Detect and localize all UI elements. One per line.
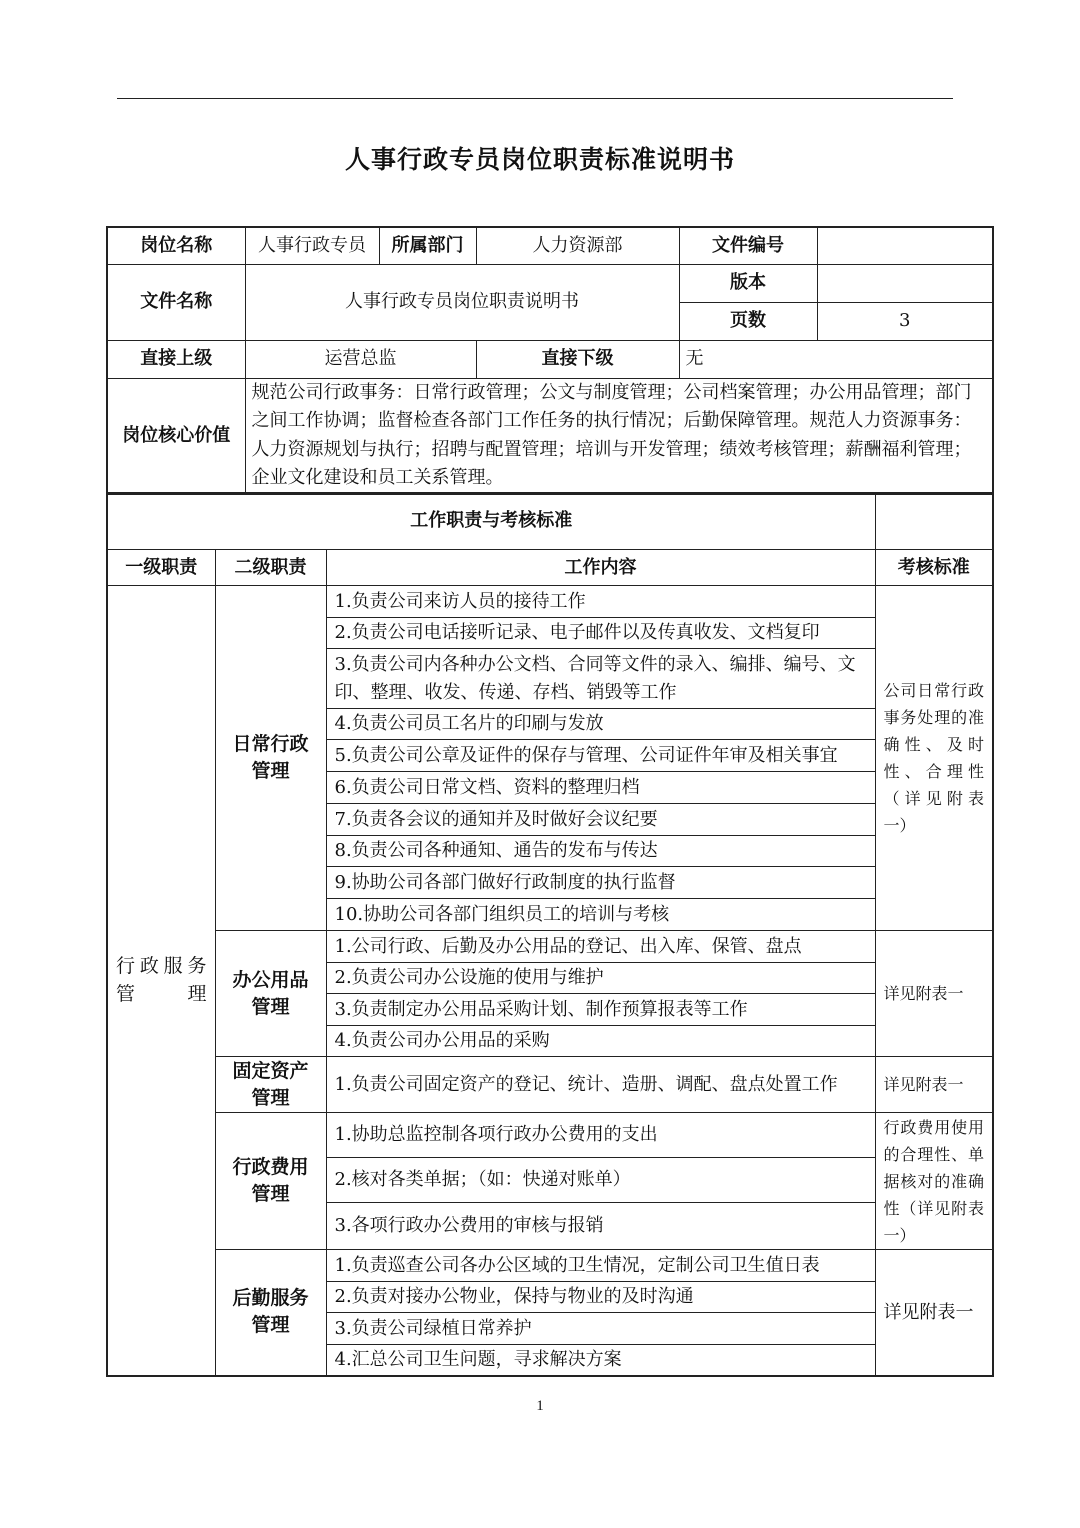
duty-item: 1.公司行政、后勤及办公用品的登记、出入库、保管、盘点 [326, 931, 875, 963]
duty-item: 2.负责对接办公物业，保持与物业的及时沟通 [326, 1282, 875, 1313]
duty-item: 4.汇总公司卫生问题，寻求解决方案 [326, 1345, 875, 1376]
position-info-table [106, 226, 994, 495]
group-standard: 详见附表一 [875, 1057, 993, 1113]
department-label: 所属部门 [379, 227, 476, 264]
core-value-label: 岗位核心价值 [107, 378, 245, 494]
position-label: 岗位名称 [107, 227, 245, 264]
duty-item: 1.负责巡查公司各办公区域的卫生情况，定制公司卫生值日表 [326, 1250, 875, 1282]
document-title: 人事行政专员岗位职责标准说明书 [344, 145, 735, 174]
duties-table [106, 492, 994, 1377]
header-rule [117, 98, 953, 99]
doc-name-label: 文件名称 [107, 264, 245, 340]
group-name: 固定资产管理 [215, 1057, 326, 1113]
duty-item: 2.负责公司电话接听记录、电子邮件以及传真收发、文档复印 [326, 618, 875, 649]
duty-item: 5.负责公司公章及证件的保存与管理、公司证件年审及相关事宜 [326, 740, 875, 772]
level1-duty: 行政服务管理 [107, 586, 215, 1376]
group-standard: 详见附表一 [875, 1250, 993, 1376]
group-standard: 详见附表一 [875, 931, 993, 1057]
duty-item: 3.负责公司内各种办公文档、合同等文件的录入、编排、编号、文印、整理、收发、传递、存档、销毁等工作 [326, 649, 875, 709]
doc-number-value [817, 227, 993, 264]
doc-name-value: 人事行政专员岗位职责说明书 [245, 264, 679, 340]
department-value: 人力资源部 [476, 227, 679, 264]
pages-label: 页数 [679, 302, 817, 340]
duty-item: 9.协助公司各部门做好行政制度的执行监督 [326, 867, 875, 899]
page-number: 1 [536, 1398, 544, 1414]
pages-value: 3 [817, 302, 993, 340]
group-name: 后勤服务管理 [215, 1250, 326, 1376]
version-value [817, 264, 993, 302]
section-title: 工作职责与考核标准 [107, 493, 875, 550]
duty-item: 3.负责制定办公用品采购计划、制作预算报表等工作 [326, 994, 875, 1026]
group-standard: 行政费用使用的合理性、单据核对的准确性（详见附表一） [875, 1113, 993, 1250]
duty-item: 6.负责公司日常文档、资料的整理归档 [326, 772, 875, 804]
duty-item: 3.负责公司绿植日常养护 [326, 1313, 875, 1345]
section-title-blank [875, 493, 993, 550]
duty-item: 4.负责公司办公用品的采购 [326, 1026, 875, 1057]
duty-item: 8.负责公司各种通知、通告的发布与传达 [326, 836, 875, 867]
superior-value: 运营总监 [245, 340, 476, 378]
duty-item: 4.负责公司员工名片的印刷与发放 [326, 709, 875, 740]
group-name: 日常行政管理 [215, 586, 326, 931]
version-label: 版本 [679, 264, 817, 302]
superior-label: 直接上级 [107, 340, 245, 378]
duty-item: 10.协助公司各部门组织员工的培训与考核 [326, 899, 875, 931]
duty-item: 1.负责公司固定资产的登记、统计、造册、调配、盘点处置工作 [326, 1057, 875, 1113]
duty-item: 1.协助总监控制各项行政办公费用的支出 [326, 1113, 875, 1158]
duty-item: 2.核对各类单据；（如：快递对账单） [326, 1158, 875, 1203]
core-value-text: 规范公司行政事务：日常行政管理；公文与制度管理；公司档案管理；办公用品管理；部门之间工作协调；监督检查各部门工作任务的执行情况；后勤保障管理。规范人力资源事务：人力资源规划与执行；招聘与配置管理；培训与开发管理；绩效考核管理；薪酬福利管理；企业文化建设和员工关系管理。 [245, 378, 993, 494]
duty-item: 7.负责各会议的通知并及时做好会议纪要 [326, 804, 875, 836]
group-name: 行政费用管理 [215, 1113, 326, 1250]
group-name: 办公用品管理 [215, 931, 326, 1057]
subordinate-label: 直接下级 [476, 340, 679, 378]
duty-item: 1.负责公司来访人员的接待工作 [326, 586, 875, 618]
subordinate-value: 无 [679, 340, 993, 378]
header-content: 工作内容 [326, 550, 875, 586]
duty-item: 3.各项行政办公费用的审核与报销 [326, 1203, 875, 1250]
group-standard: 公司日常行政事务处理的准确性、及时性、合理性（详见附表一） [875, 586, 993, 931]
header-standard: 考核标准 [875, 550, 993, 586]
doc-number-label: 文件编号 [679, 227, 817, 264]
duty-item: 2.负责公司办公设施的使用与维护 [326, 963, 875, 994]
header-level2: 二级职责 [215, 550, 326, 586]
position-value: 人事行政专员 [245, 227, 379, 264]
header-level1: 一级职责 [107, 550, 215, 586]
